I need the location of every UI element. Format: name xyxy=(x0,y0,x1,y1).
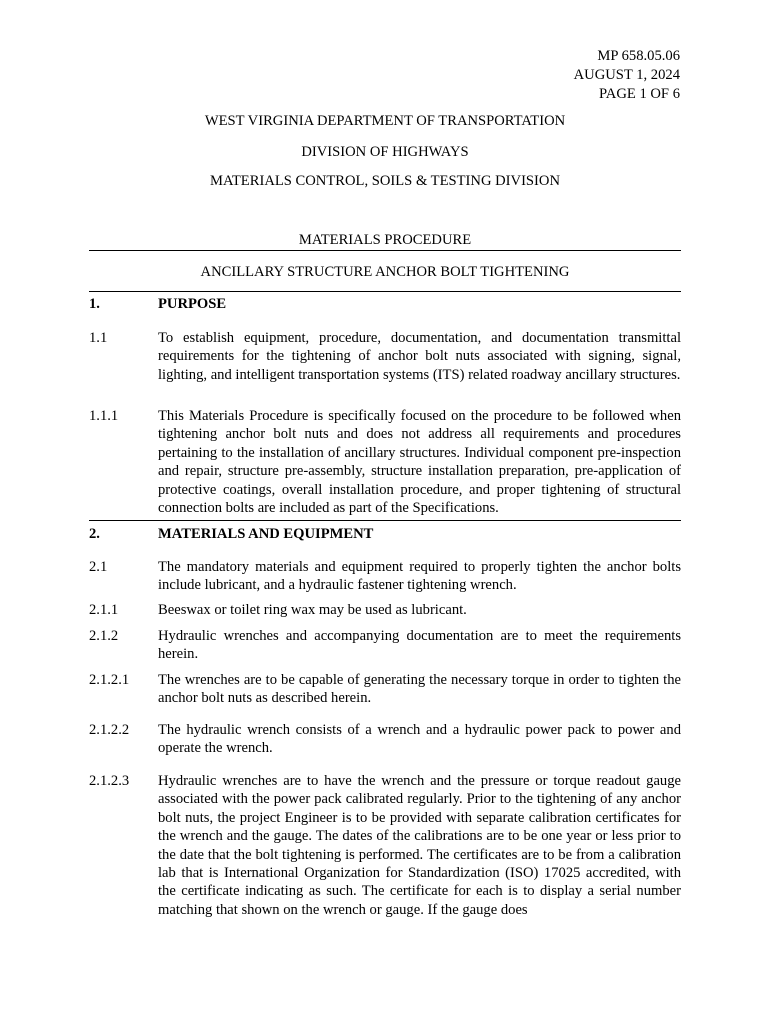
clause-number: 2.1.2.1 xyxy=(89,672,130,688)
section-heading: MATERIALS AND EQUIPMENT xyxy=(158,526,374,542)
clause-number: 2.1 xyxy=(89,559,108,575)
clause-number: 1.1 xyxy=(89,330,108,346)
clause-text: To establish equipment, procedure, documentation, and documentation transmittal requirements for the tightening of anchor bolt nuts associated with signing, signal, lighting, and intelligent transportation systems (ITS) related roadway ancillary structures. xyxy=(158,330,681,383)
document-title: ANCILLARY STRUCTURE ANCHOR BOLT TIGHTENING xyxy=(200,264,570,280)
doc-date: AUGUST 1, 2024 xyxy=(573,67,680,83)
clause-text: Beeswax or toilet ring wax may be used as lubricant. xyxy=(158,602,467,618)
clause-text: The wrenches are to be capable of generating the necessary torque in order to tighten the anchor bolt nuts as described herein. xyxy=(158,672,681,707)
section-number: 2. xyxy=(89,526,100,542)
department-name: WEST VIRGINIA DEPARTMENT OF TRANSPORTATION xyxy=(204,113,566,129)
clause-text: The mandatory materials and equipment required to properly tighten the anchor bolts include lubricant, and a hydraulic fastener tightening wrench. xyxy=(158,559,681,594)
clause-text: Hydraulic wrenches are to have the wrench and the pressure or torque readout gauge associated with the power pack calibrated regularly. Prior to the tightening of any anchor bolt nuts, the project Engineer is to be provided with separate calibration certificates for the wrench and the gauge. The dates of the calibrations are to be one year or less prior to the date that the bolt tightening is performed. The certificates are to be from a calibration lab that is International Organization for Standardization (ISO) 17025 accredited, with the certificate indicating as such. The certificate for each is to display a serial number matching that shown on the wrench or gauge. If the gauge does xyxy=(158,773,681,918)
divider xyxy=(89,520,681,521)
page-number: PAGE 1 OF 6 xyxy=(599,86,680,102)
clause-text: The hydraulic wrench consists of a wrench and a hydraulic power pack to power and operate the wrench. xyxy=(158,722,681,757)
doc-number: MP 658.05.06 xyxy=(597,48,680,64)
division-name: DIVISION OF HIGHWAYS xyxy=(301,144,469,160)
document-type: MATERIALS PROCEDURE xyxy=(298,232,472,248)
clause-number: 2.1.1 xyxy=(89,602,119,618)
section-heading: PURPOSE xyxy=(158,296,227,312)
clause-number: 1.1.1 xyxy=(89,408,119,424)
clause-text: This Materials Procedure is specifically focused on the procedure to be followed when tightening anchor bolt nuts and does not address all requirements and procedures pertaining to the installation of ancillary structures. Individual component pre-inspection and repair, structure pre-assembly, structure installation preparation, pre-application of protective coatings, overall installation procedure, and proper tightening of structural connection bolts are included as part of the Specifications. xyxy=(158,408,681,517)
section-number: 1. xyxy=(89,296,100,312)
clause-text: Hydraulic wrenches and accompanying documentation are to meet the requirements herein. xyxy=(158,628,681,663)
clause-number: 2.1.2.2 xyxy=(89,722,130,738)
divider xyxy=(89,291,681,292)
divider xyxy=(89,250,681,251)
clause-number: 2.1.2.3 xyxy=(89,773,130,789)
subdivision-name: MATERIALS CONTROL, SOILS & TESTING DIVISION xyxy=(210,173,560,189)
clause-number: 2.1.2 xyxy=(89,628,119,644)
document-id-block xyxy=(574,47,680,104)
